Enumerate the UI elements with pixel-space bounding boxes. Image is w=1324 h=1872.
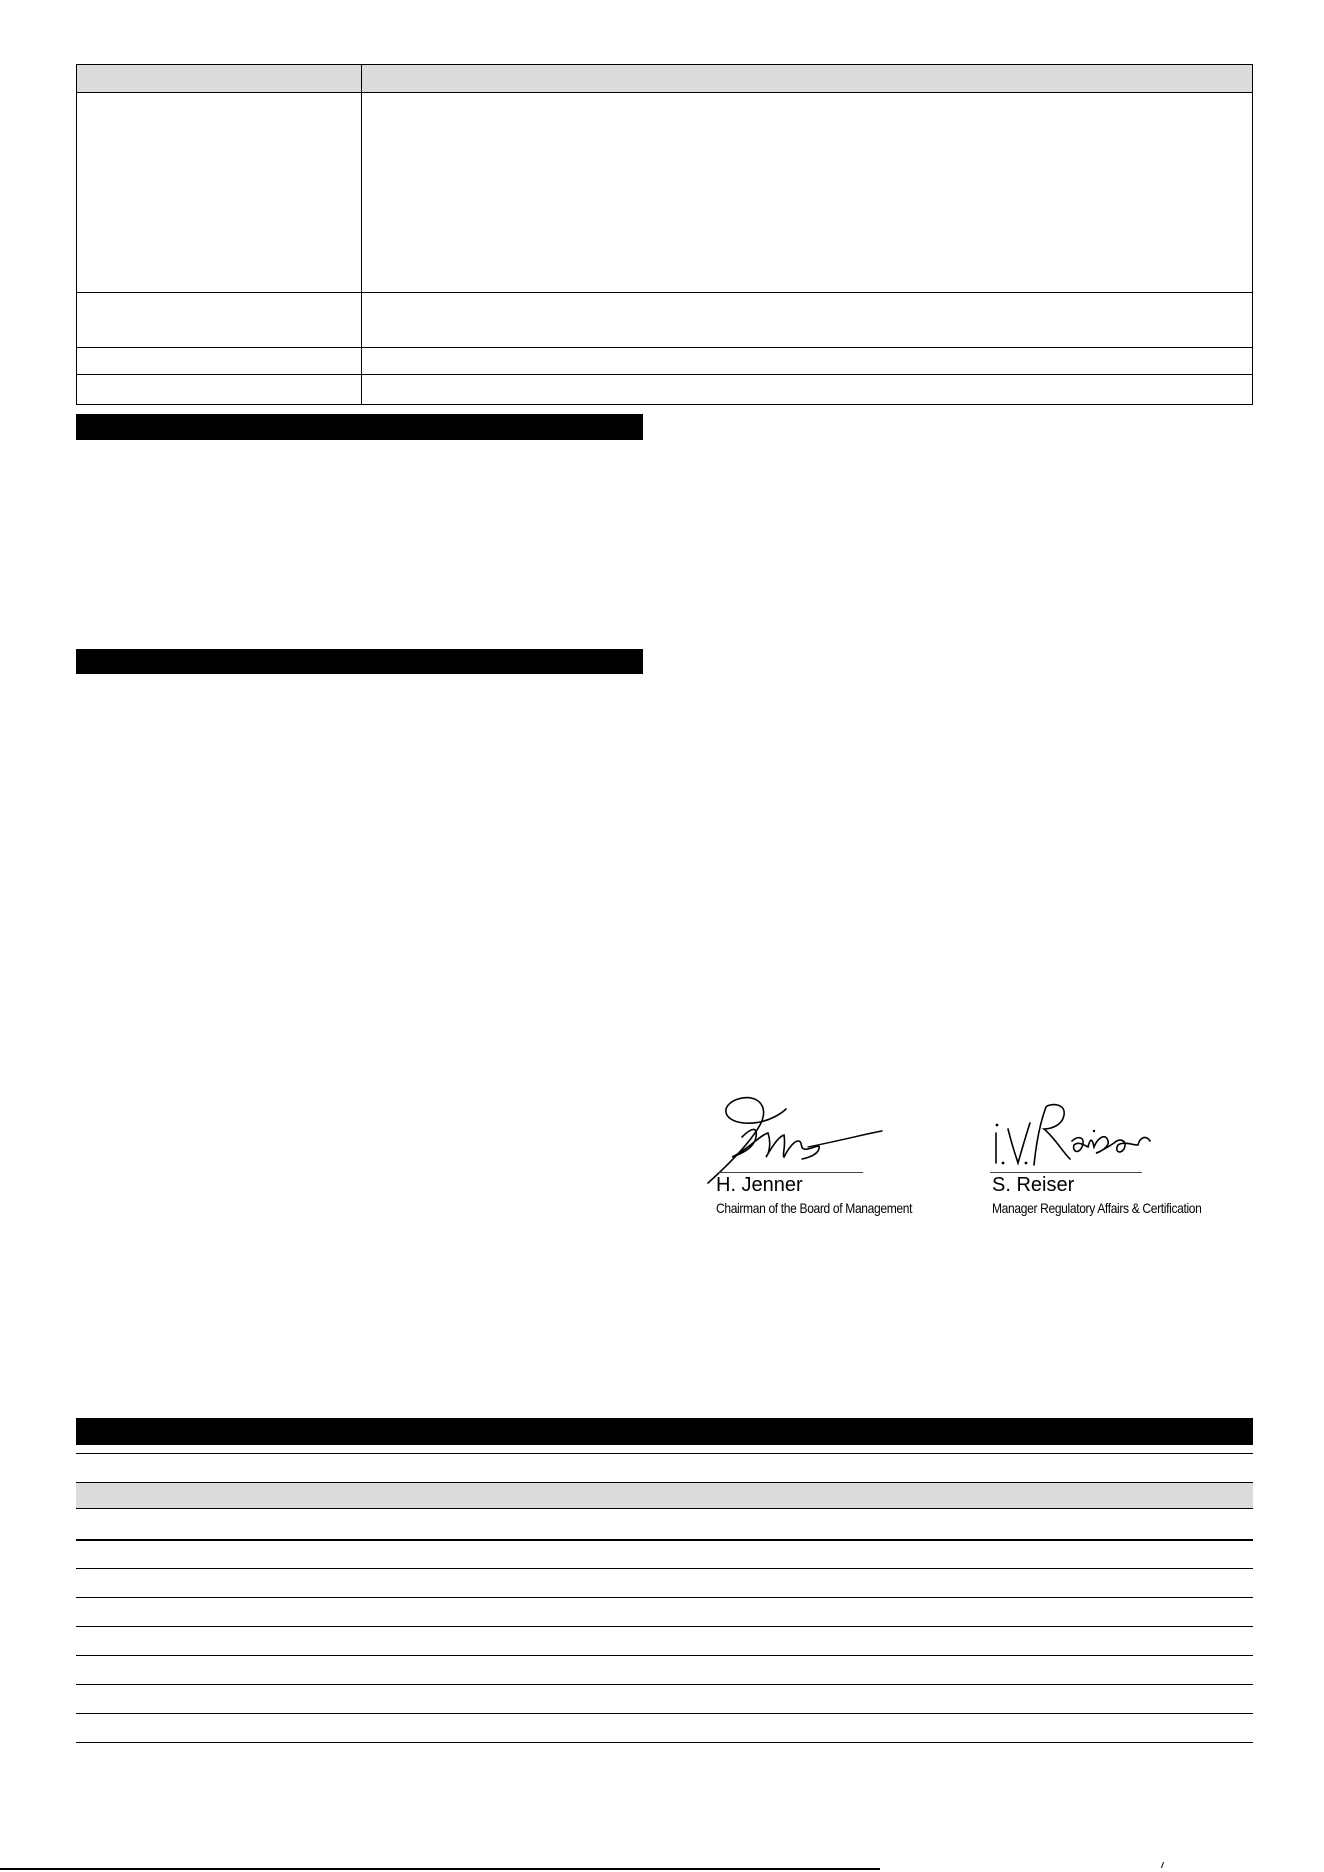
row-divider (76, 1568, 1253, 1569)
signatory-title: Manager Regulatory Affairs & Certification (992, 1200, 1202, 1216)
table-header-row (76, 1482, 1253, 1509)
section-header-bar-wide (76, 1418, 1253, 1445)
table-header-row (77, 65, 1252, 93)
signatory-title: Chairman of the Board of Management (716, 1200, 913, 1216)
signatory-name: H. Jenner (716, 1174, 803, 1196)
row-divider (76, 1713, 1253, 1714)
row-divider (76, 1597, 1253, 1598)
section-header-bar (76, 649, 643, 674)
signatory-name: S. Reiser (992, 1174, 1075, 1196)
page-mark (1161, 1862, 1168, 1868)
column-divider (361, 65, 362, 404)
handwritten-signature-reiser (990, 1085, 1170, 1175)
row-divider (76, 1742, 1253, 1743)
specification-table (76, 64, 1253, 405)
row-divider (76, 1453, 1253, 1454)
row-divider (77, 374, 1252, 375)
row-divider (76, 1684, 1253, 1685)
signature-line (718, 1172, 863, 1173)
footer-rule (0, 1868, 880, 1870)
signature-line (990, 1172, 1142, 1173)
row-divider (76, 1655, 1253, 1656)
row-divider (76, 1626, 1253, 1627)
handwritten-signature-jenner (698, 1085, 898, 1185)
row-divider (77, 347, 1252, 348)
row-divider (77, 292, 1252, 293)
row-divider (76, 1539, 1253, 1541)
section-header-bar (76, 414, 643, 440)
